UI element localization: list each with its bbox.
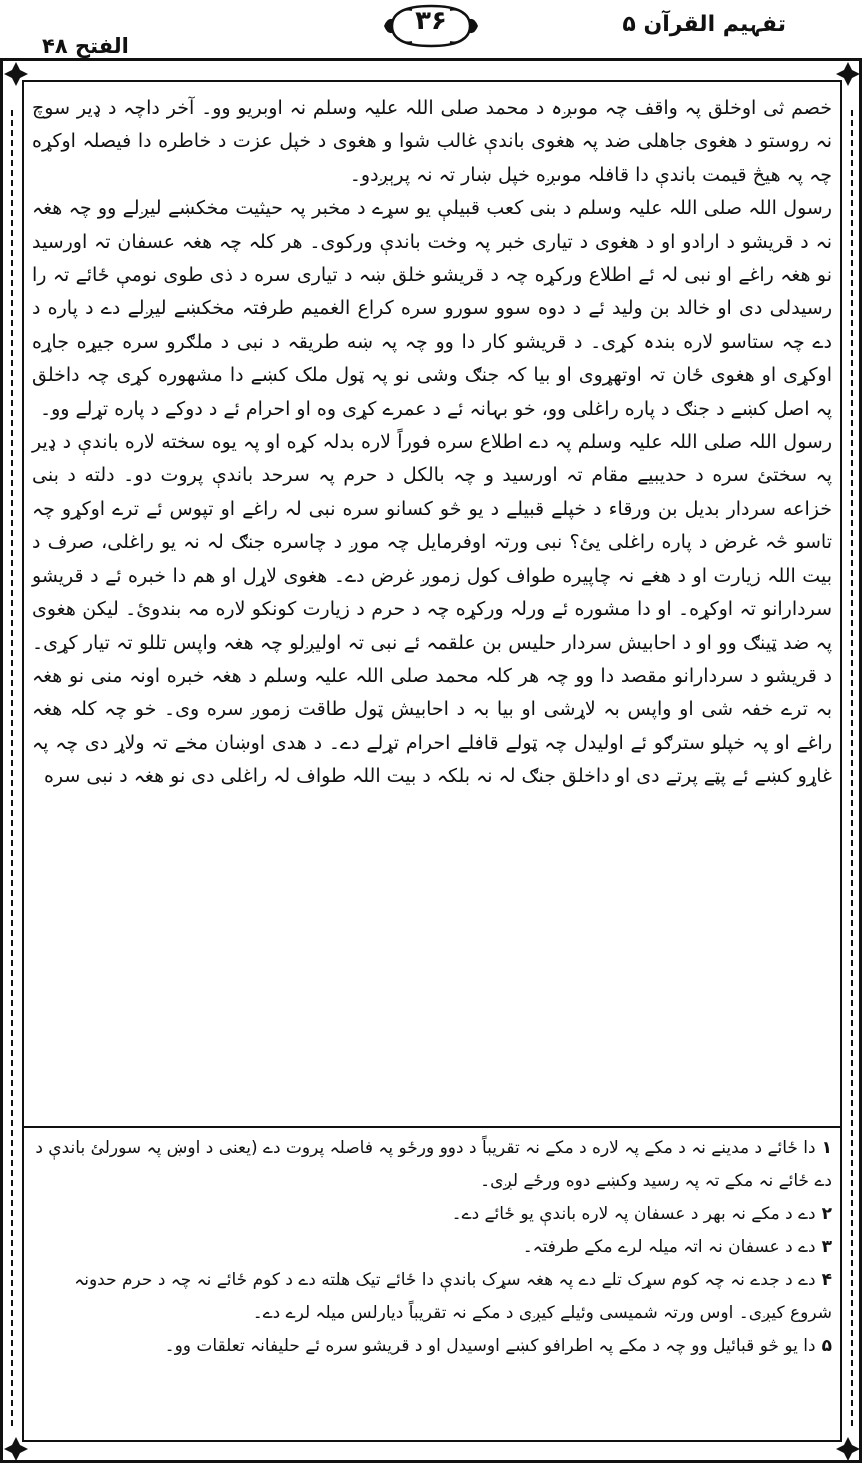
footnotes bbox=[32, 1132, 832, 1363]
footnote-number: ۲ bbox=[821, 1204, 832, 1224]
footnote-text: دے د عسفان نہ اتہ میلہ لرے مکے طرفتہ۔ bbox=[522, 1237, 816, 1257]
footnote bbox=[32, 1330, 832, 1363]
paragraph: رسول اللہ صلی اللہ علیہ وسلم پہ دے اطلاع سره فوراً لاره بدلہ کړه او پہ یوه سخته لاره باندې د ډیر پہ سختئ سره د حدیبیے مقام تہ اورسید و چہ بالکل د حرم پہ سرحد باندې پروت دو۔ دلته د بنی خزاعه سردار بدیل بن ورقاء د خپلے قبیلے د یو څو کسانو سره نبی لہ راغے او تپوس ئے ترے اوکړو چہ تاسو څہ غرض د پاره راغلی یئ؟ نبی ورتہ اوفرمایل چہ موږ د چاسره جنګ لہ نہ یو راغلی، صرف د بیت اللہ زیارت او د هغے نہ چاپیره طواف کول زموږ غرض دے۔ هغوی لاړل او هم دا خبره ئے د قریشو سردارانو تہ اوکړه۔ او دا مشوره ئے ورلہ ورکړه چہ د حرم د زیارت کونکو لاره مہ بندوئ۔ لیکن هغوی پہ ضد ټینګ وو او د احابیش سردار حلیس بن علقمہ ئے نبی تہ اولیږلو چہ هغہ واپس تللو تہ تیار کړی۔ د قریشو د سردارانو مقصد دا وو چہ هر کلہ محمد صلی اللہ علیہ وسلم د هغہ خبره اونہ منی نو هغہ بہ ترے خفہ شی او واپس بہ لاړشی او بیا بہ د احابیش ټول طاقت زموږ سره وی۔ خو چہ کلہ هغہ راغے او پہ خپلو سترګو ئے اولیدل چہ ټولے قافلے احرام تړلے دے۔ د هدی اوښان مخے تہ ولاړ دی چہ پہ غاړو کښے ئے پټے پرتے دی او داخلق جنګ لہ نہ بلکہ د بیت اللہ طواف لہ راغلی دی نو هغہ د نبی سره bbox=[32, 431, 832, 788]
book-title: تفہیم القرآن ۵ bbox=[622, 12, 786, 37]
footnote bbox=[32, 1264, 832, 1330]
footnote-text: دا یو څو قبائیل وو چہ د مکے پہ اطرافو کښے اوسیدل او د قریشو سره ئے حلیفانہ تعلقات وو۔ bbox=[164, 1336, 816, 1356]
page-header bbox=[0, 0, 864, 62]
surah-reference: الفتح ۴۸ bbox=[42, 34, 129, 58]
footnote-number: ۱ bbox=[821, 1138, 832, 1158]
footnote bbox=[32, 1132, 832, 1198]
footnote-number: ۳ bbox=[821, 1237, 832, 1257]
footnote-text: دے د جدے نہ چہ کوم سړک تلے دے پہ هغہ سړک باندې دا ځائے تیک هلته دے د کوم ځائے نہ چہ د حرم حدونہ شروع کیږی۔ اوس ورتہ شمیسی وئیلے کیږی د مکے نہ تقریباً دیارلس میلہ لرے دے۔ bbox=[74, 1270, 832, 1323]
footnote-text: دا ځائے د مدینے نہ د مکے پہ لاره د مکے نہ تقریباً د دوو ورځو پہ فاصلہ پروت دے (یعنی د اوښ پہ سورلئ باندې د دے ځائے نہ مکے تہ پہ رسید وکښے دوه ورځے لږی۔ bbox=[35, 1138, 832, 1191]
footnote-divider bbox=[24, 1126, 842, 1128]
footnote-number: ۴ bbox=[821, 1270, 832, 1290]
corner-ornament bbox=[834, 60, 862, 88]
corner-ornament bbox=[2, 60, 30, 88]
corner-ornament bbox=[834, 1435, 862, 1463]
paragraph: رسول اللہ صلی اللہ علیہ وسلم د بنی کعب قبیلې یو سړے د مخبر پہ حیثیت مخکښے لیږلے وو چہ هغہ نہ د قریشو د ارادو او د هغوی د تیاری خبر پہ وخت باندې ورکوی۔ هر کلہ چہ هغہ عسفان تہ اورسید نو هغہ راغے او نبی لہ ئے اطلاع ورکړه چہ د قریشو خلق ښہ د تیاری سره د ذی طوی نومې ځائے تہ را رسیدلی دی او خالد بن ولید ئے د دوه سوو سورو سره کراع الغمیم طرفتہ مخکښے لیږلے دے د پاره د دے چہ ستاسو لاره بندہ کړی۔ د قریشو کار دا وو چہ پہ ښه طریقہ د نبی د ملګرو سره جیړه جاړه اوکړی او هغوی ځان تہ اوتهړوی او بیا کہ جنګ وشی نو پہ ټول ملک کښے دا مشهوره کړی چہ داخلق پہ اصل کښے د جنګ د پاره راغلی وو، خو بہانہ ئے د عمرے کړی وه او احرام ئے د دوکے د پاره تړلے وو۔ bbox=[32, 197, 832, 420]
footnote bbox=[32, 1198, 832, 1231]
paragraph: خصم ثی اوخلق پہ واقف چہ موںږہ د محمد صلی اللہ علیہ وسلم نہ اوبریو وو۔ آخر داچہ د ډیر سوچ نہ روستو د هغوی جاهلی ضد پہ هغوی باندې غالب شوا و هغوی د خپل عزت د خاطره دا فیصلہ اوکړه چہ پہ هیڅ قیمت باندې دا قافلہ موںږه خپل ښار تہ نہ پرېږدو۔ bbox=[32, 97, 832, 186]
side-border-ornament bbox=[1, 110, 23, 1430]
side-border-ornament bbox=[841, 110, 863, 1430]
footnote bbox=[32, 1231, 832, 1264]
page-number: ۳۶ bbox=[415, 6, 447, 36]
footnote-number: ۵ bbox=[821, 1336, 832, 1356]
main-text bbox=[32, 92, 832, 1122]
corner-ornament bbox=[2, 1435, 30, 1463]
footnote-text: دے د مکے نہ بهر د عسفان پہ لاره باندې یو ځائے دے۔ bbox=[451, 1204, 816, 1224]
